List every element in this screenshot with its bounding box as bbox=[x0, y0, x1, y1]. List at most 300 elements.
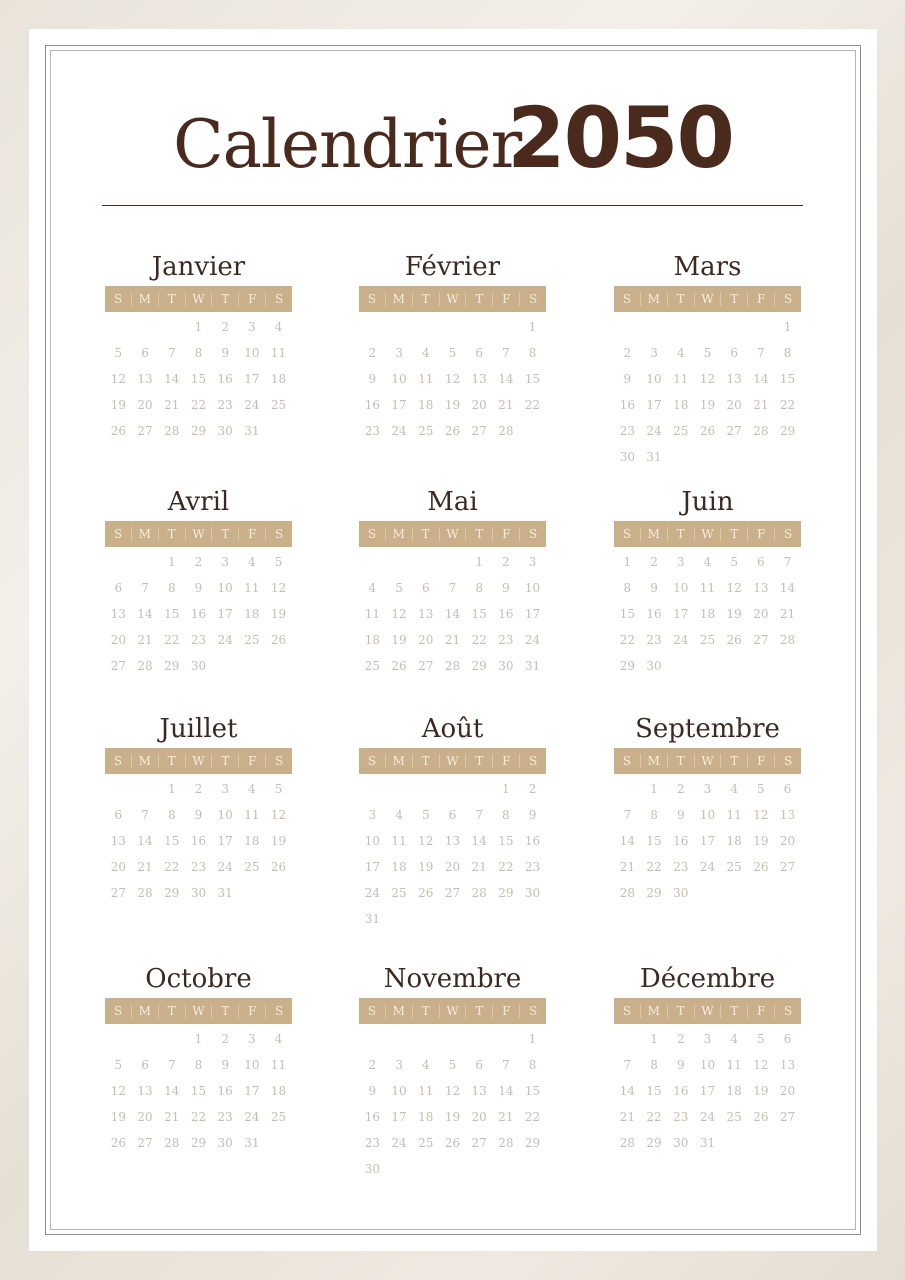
day-cell: 10 bbox=[524, 581, 541, 595]
day-cell: 12 bbox=[753, 1058, 769, 1072]
day-cell: 21 bbox=[164, 1110, 180, 1124]
day-empty bbox=[667, 314, 694, 340]
day-cell: 8 bbox=[528, 1058, 537, 1072]
day-cell: 22 bbox=[190, 1110, 207, 1124]
day-cell: 4 bbox=[274, 1032, 283, 1046]
month-6 bbox=[614, 486, 801, 679]
day-cell: 9 bbox=[650, 581, 658, 595]
day-cell: 4 bbox=[368, 581, 377, 595]
day-cell: 19 bbox=[726, 607, 742, 621]
day-cell: 25 bbox=[726, 1110, 742, 1124]
day-cell: 26 bbox=[444, 424, 461, 438]
day-cell: 14 bbox=[619, 834, 635, 848]
day-cell: 13 bbox=[726, 372, 742, 386]
day-cell: 3 bbox=[703, 782, 712, 796]
day-cell: 16 bbox=[524, 834, 541, 848]
day-cell: 16 bbox=[217, 1084, 233, 1098]
day-cell: 28 bbox=[164, 1136, 180, 1150]
day-cell: 23 bbox=[673, 860, 689, 874]
day-cell: 16 bbox=[673, 1084, 689, 1098]
day-cell: 2 bbox=[194, 782, 203, 796]
day-empty bbox=[359, 314, 386, 340]
weekday-label: W bbox=[694, 1004, 721, 1018]
day-cell: 14 bbox=[137, 834, 153, 848]
day-cell: 23 bbox=[364, 1136, 380, 1150]
day-cell: 11 bbox=[391, 834, 407, 848]
day-cell: 18 bbox=[673, 398, 689, 412]
day-cell: 17 bbox=[217, 607, 233, 621]
day-cell: 27 bbox=[137, 424, 153, 438]
day-cell: 3 bbox=[395, 346, 403, 360]
weekday-label: T bbox=[211, 527, 238, 541]
day-cell: 26 bbox=[699, 424, 716, 438]
day-cell: 5 bbox=[274, 782, 283, 796]
day-cell: 5 bbox=[703, 346, 712, 360]
day-cell: 14 bbox=[498, 1084, 514, 1098]
weekday-label: M bbox=[640, 754, 667, 768]
day-cell: 1 bbox=[783, 320, 792, 334]
day-cell: 16 bbox=[217, 372, 233, 386]
day-cell: 3 bbox=[395, 1058, 403, 1072]
weekday-label: W bbox=[439, 754, 466, 768]
day-grid bbox=[105, 549, 292, 679]
day-cell: 22 bbox=[779, 398, 796, 412]
day-cell: 9 bbox=[194, 581, 203, 595]
day-cell: 8 bbox=[783, 346, 792, 360]
day-cell: 9 bbox=[623, 372, 632, 386]
weekday-label: S bbox=[113, 1004, 123, 1018]
day-cell: 29 bbox=[471, 659, 487, 673]
weekday-label: S bbox=[774, 754, 801, 768]
day-cell: 2 bbox=[623, 346, 632, 360]
day-cell: 7 bbox=[141, 808, 149, 822]
month-2 bbox=[359, 251, 546, 444]
day-cell: 7 bbox=[167, 346, 176, 360]
day-cell: 25 bbox=[418, 424, 434, 438]
weekday-label: T bbox=[720, 292, 747, 306]
weekday-label: T bbox=[158, 292, 185, 306]
weekday-label: T bbox=[720, 1004, 747, 1018]
day-cell: 13 bbox=[137, 1084, 153, 1098]
day-cell: 25 bbox=[244, 860, 260, 874]
day-cell: 12 bbox=[418, 834, 434, 848]
month-12 bbox=[614, 963, 801, 1156]
day-cell: 21 bbox=[137, 860, 153, 874]
day-cell: 16 bbox=[364, 1110, 380, 1124]
day-cell: 2 bbox=[221, 320, 229, 334]
day-cell: 14 bbox=[137, 607, 153, 621]
day-cell: 25 bbox=[699, 633, 716, 647]
day-cell: 26 bbox=[444, 1136, 461, 1150]
day-cell: 25 bbox=[673, 424, 689, 438]
day-cell: 18 bbox=[364, 633, 380, 647]
day-cell: 17 bbox=[244, 1084, 260, 1098]
month-name: Septembre bbox=[635, 714, 780, 744]
weekday-label: F bbox=[492, 527, 519, 541]
day-cell: 5 bbox=[730, 555, 738, 569]
day-cell: 24 bbox=[391, 424, 407, 438]
day-cell: 12 bbox=[270, 581, 287, 595]
weekday-label: T bbox=[158, 527, 185, 541]
title-word: Calendrier bbox=[173, 106, 522, 183]
day-cell: 26 bbox=[270, 633, 287, 647]
day-empty bbox=[614, 1026, 641, 1052]
day-cell: 6 bbox=[783, 782, 792, 796]
day-cell: 8 bbox=[475, 581, 483, 595]
day-cell: 24 bbox=[217, 633, 233, 647]
month-9 bbox=[614, 713, 801, 906]
day-cell: 19 bbox=[444, 398, 461, 412]
day-cell: 1 bbox=[167, 782, 176, 796]
month-10 bbox=[105, 963, 292, 1156]
weekday-label: M bbox=[385, 527, 412, 541]
weekday-label: T bbox=[667, 754, 694, 768]
day-empty bbox=[386, 776, 413, 802]
day-cell: 9 bbox=[368, 1084, 377, 1098]
day-cell: 5 bbox=[757, 1032, 765, 1046]
weekday-label: W bbox=[694, 292, 721, 306]
day-cell: 9 bbox=[528, 808, 537, 822]
weekday-label: W bbox=[185, 527, 212, 541]
month-4 bbox=[105, 486, 292, 679]
weekday-label: M bbox=[640, 1004, 667, 1018]
weekday-header bbox=[359, 521, 546, 547]
day-cell: 14 bbox=[471, 834, 487, 848]
weekday-label: M bbox=[131, 292, 158, 306]
day-empty bbox=[439, 549, 466, 575]
day-cell: 24 bbox=[699, 860, 716, 874]
day-cell: 7 bbox=[141, 581, 149, 595]
day-cell: 25 bbox=[391, 886, 407, 900]
day-cell: 25 bbox=[726, 860, 742, 874]
day-cell: 15 bbox=[619, 607, 635, 621]
day-cell: 12 bbox=[726, 581, 742, 595]
day-cell: 3 bbox=[703, 1032, 712, 1046]
weekday-header bbox=[105, 998, 292, 1024]
day-grid bbox=[105, 1026, 292, 1156]
weekday-label: S bbox=[265, 754, 292, 768]
day-cell: 19 bbox=[699, 398, 716, 412]
day-empty bbox=[105, 314, 132, 340]
day-cell: 2 bbox=[676, 782, 685, 796]
weekday-label: S bbox=[367, 1004, 377, 1018]
day-cell: 19 bbox=[110, 1110, 126, 1124]
day-empty bbox=[439, 1026, 466, 1052]
day-grid bbox=[359, 1026, 546, 1182]
day-cell: 31 bbox=[699, 1136, 716, 1150]
day-cell: 22 bbox=[524, 398, 541, 412]
day-empty bbox=[614, 776, 641, 802]
day-cell: 10 bbox=[391, 1084, 407, 1098]
day-cell: 19 bbox=[110, 398, 126, 412]
weekday-label: M bbox=[640, 527, 667, 541]
day-cell: 31 bbox=[646, 450, 662, 464]
day-cell: 13 bbox=[779, 808, 796, 822]
weekday-label: T bbox=[211, 754, 238, 768]
day-cell: 23 bbox=[673, 1110, 689, 1124]
day-cell: 1 bbox=[623, 555, 632, 569]
weekday-header bbox=[614, 998, 801, 1024]
day-cell: 14 bbox=[164, 1084, 180, 1098]
day-empty bbox=[386, 314, 413, 340]
day-grid bbox=[614, 776, 801, 906]
weekday-label: T bbox=[667, 527, 694, 541]
weekday-label: T bbox=[667, 1004, 694, 1018]
day-cell: 26 bbox=[726, 633, 742, 647]
day-cell: 16 bbox=[190, 834, 207, 848]
day-cell: 16 bbox=[498, 607, 514, 621]
day-cell: 8 bbox=[650, 1058, 658, 1072]
day-cell: 28 bbox=[498, 1136, 514, 1150]
day-cell: 20 bbox=[110, 633, 126, 647]
weekday-label: T bbox=[667, 292, 694, 306]
day-cell: 24 bbox=[646, 424, 662, 438]
day-cell: 17 bbox=[217, 834, 233, 848]
weekday-label: M bbox=[131, 1004, 158, 1018]
day-cell: 4 bbox=[730, 782, 738, 796]
weekday-label: S bbox=[113, 292, 123, 306]
day-grid bbox=[105, 776, 292, 906]
day-cell: 21 bbox=[444, 633, 461, 647]
day-cell: 10 bbox=[217, 808, 233, 822]
day-cell: 22 bbox=[498, 860, 514, 874]
day-cell: 5 bbox=[421, 808, 430, 822]
month-name: Mars bbox=[673, 252, 742, 282]
day-cell: 5 bbox=[448, 1058, 457, 1072]
weekday-label: T bbox=[412, 1004, 439, 1018]
day-cell: 30 bbox=[673, 1136, 689, 1150]
day-cell: 15 bbox=[164, 834, 180, 848]
day-cell: 28 bbox=[619, 1136, 635, 1150]
day-cell: 19 bbox=[418, 860, 434, 874]
month-name: Août bbox=[421, 714, 484, 744]
day-cell: 9 bbox=[221, 346, 229, 360]
day-cell: 25 bbox=[270, 1110, 287, 1124]
weekday-label: S bbox=[519, 292, 546, 306]
day-cell: 23 bbox=[217, 398, 233, 412]
day-cell: 19 bbox=[753, 834, 769, 848]
day-cell: 1 bbox=[194, 320, 203, 334]
weekday-label: S bbox=[519, 527, 546, 541]
day-cell: 10 bbox=[699, 808, 716, 822]
day-cell: 5 bbox=[274, 555, 283, 569]
day-cell: 21 bbox=[164, 398, 180, 412]
weekday-label: W bbox=[439, 292, 466, 306]
day-cell: 3 bbox=[676, 555, 685, 569]
weekday-label: F bbox=[747, 527, 774, 541]
weekday-label: S bbox=[622, 527, 632, 541]
day-cell: 10 bbox=[673, 581, 689, 595]
day-cell: 22 bbox=[646, 860, 662, 874]
day-cell: 3 bbox=[368, 808, 377, 822]
weekday-header bbox=[614, 748, 801, 774]
day-cell: 13 bbox=[110, 834, 126, 848]
day-cell: 21 bbox=[619, 1110, 635, 1124]
day-cell: 4 bbox=[421, 346, 430, 360]
weekday-label: F bbox=[492, 754, 519, 768]
day-cell: 2 bbox=[528, 782, 537, 796]
day-cell: 26 bbox=[753, 860, 769, 874]
day-cell: 2 bbox=[368, 346, 377, 360]
weekday-label: S bbox=[367, 292, 377, 306]
weekday-label: W bbox=[439, 527, 466, 541]
day-cell: 9 bbox=[676, 808, 685, 822]
day-cell: 31 bbox=[524, 659, 541, 673]
day-empty bbox=[359, 549, 386, 575]
day-cell: 1 bbox=[167, 555, 176, 569]
day-cell: 28 bbox=[137, 886, 153, 900]
day-cell: 24 bbox=[244, 1110, 260, 1124]
day-grid bbox=[614, 549, 801, 679]
day-cell: 22 bbox=[524, 1110, 541, 1124]
weekday-label: M bbox=[131, 754, 158, 768]
day-cell: 28 bbox=[753, 424, 769, 438]
day-cell: 7 bbox=[448, 581, 457, 595]
day-cell: 30 bbox=[190, 659, 207, 673]
day-cell: 11 bbox=[270, 1058, 287, 1072]
month-name: Octobre bbox=[145, 964, 252, 994]
weekday-label: F bbox=[492, 1004, 519, 1018]
day-cell: 25 bbox=[418, 1136, 434, 1150]
day-cell: 24 bbox=[524, 633, 541, 647]
day-cell: 25 bbox=[244, 633, 260, 647]
weekday-header bbox=[359, 998, 546, 1024]
weekday-label: S bbox=[774, 292, 801, 306]
day-cell: 15 bbox=[646, 834, 662, 848]
day-cell: 17 bbox=[391, 1110, 407, 1124]
day-cell: 20 bbox=[418, 633, 434, 647]
day-cell: 10 bbox=[217, 581, 233, 595]
day-cell: 29 bbox=[646, 886, 662, 900]
day-cell: 18 bbox=[726, 834, 742, 848]
day-empty bbox=[439, 314, 466, 340]
weekday-label: W bbox=[694, 527, 721, 541]
day-cell: 18 bbox=[270, 1084, 287, 1098]
day-cell: 11 bbox=[244, 581, 260, 595]
day-cell: 1 bbox=[528, 320, 537, 334]
day-cell: 4 bbox=[274, 320, 283, 334]
month-7 bbox=[105, 713, 292, 906]
day-cell: 30 bbox=[524, 886, 541, 900]
month-name: Janvier bbox=[151, 252, 246, 282]
weekday-label: M bbox=[385, 292, 412, 306]
day-cell: 10 bbox=[364, 834, 380, 848]
day-empty bbox=[105, 549, 132, 575]
day-cell: 2 bbox=[194, 555, 203, 569]
day-cell: 20 bbox=[471, 1110, 487, 1124]
day-cell: 24 bbox=[217, 860, 233, 874]
day-cell: 13 bbox=[471, 1084, 487, 1098]
day-cell: 10 bbox=[699, 1058, 716, 1072]
weekday-label: T bbox=[412, 292, 439, 306]
day-cell: 2 bbox=[368, 1058, 377, 1072]
day-cell: 26 bbox=[418, 886, 434, 900]
day-cell: 10 bbox=[244, 1058, 260, 1072]
day-cell: 1 bbox=[475, 555, 483, 569]
day-cell: 26 bbox=[110, 1136, 126, 1150]
months-grid bbox=[29, 29, 877, 1251]
day-empty bbox=[412, 549, 439, 575]
day-cell: 14 bbox=[498, 372, 514, 386]
day-cell: 29 bbox=[619, 659, 635, 673]
day-cell: 18 bbox=[418, 398, 434, 412]
day-cell: 15 bbox=[471, 607, 487, 621]
day-cell: 21 bbox=[498, 398, 514, 412]
day-cell: 20 bbox=[110, 860, 126, 874]
day-cell: 5 bbox=[448, 346, 457, 360]
day-cell: 21 bbox=[753, 398, 769, 412]
day-cell: 28 bbox=[498, 424, 514, 438]
day-cell: 13 bbox=[444, 834, 461, 848]
day-empty bbox=[386, 549, 413, 575]
weekday-label: S bbox=[622, 292, 632, 306]
weekday-label: T bbox=[465, 292, 492, 306]
day-cell: 12 bbox=[444, 1084, 461, 1098]
day-cell: 14 bbox=[779, 581, 796, 595]
weekday-label: S bbox=[519, 754, 546, 768]
day-cell: 7 bbox=[167, 1058, 176, 1072]
day-cell: 27 bbox=[753, 633, 769, 647]
day-grid bbox=[614, 314, 801, 470]
day-cell: 8 bbox=[502, 808, 510, 822]
weekday-label: S bbox=[367, 754, 377, 768]
day-cell: 24 bbox=[673, 633, 689, 647]
weekday-header bbox=[614, 521, 801, 547]
day-cell: 22 bbox=[164, 860, 180, 874]
month-11 bbox=[359, 963, 546, 1182]
day-cell: 27 bbox=[779, 860, 796, 874]
day-cell: 31 bbox=[364, 912, 380, 926]
day-empty bbox=[132, 549, 159, 575]
weekday-label: S bbox=[113, 754, 123, 768]
day-empty bbox=[359, 1026, 386, 1052]
day-empty bbox=[721, 314, 748, 340]
day-cell: 23 bbox=[619, 424, 635, 438]
day-cell: 29 bbox=[779, 424, 796, 438]
day-cell: 29 bbox=[164, 659, 180, 673]
day-cell: 27 bbox=[137, 1136, 153, 1150]
day-cell: 8 bbox=[623, 581, 632, 595]
day-cell: 30 bbox=[364, 1162, 380, 1176]
weekday-label: F bbox=[747, 1004, 774, 1018]
day-empty bbox=[359, 776, 386, 802]
day-cell: 21 bbox=[498, 1110, 514, 1124]
day-cell: 9 bbox=[676, 1058, 685, 1072]
day-cell: 11 bbox=[418, 1084, 434, 1098]
day-cell: 13 bbox=[110, 607, 126, 621]
day-empty bbox=[493, 1026, 520, 1052]
day-cell: 13 bbox=[753, 581, 769, 595]
day-cell: 6 bbox=[421, 581, 430, 595]
day-empty bbox=[466, 776, 493, 802]
day-cell: 23 bbox=[217, 1110, 233, 1124]
day-cell: 11 bbox=[726, 808, 742, 822]
day-cell: 1 bbox=[528, 1032, 537, 1046]
day-cell: 22 bbox=[646, 1110, 662, 1124]
day-cell: 26 bbox=[110, 424, 126, 438]
day-cell: 30 bbox=[190, 886, 207, 900]
day-cell: 20 bbox=[444, 860, 461, 874]
day-cell: 12 bbox=[753, 808, 769, 822]
month-name: Avril bbox=[167, 487, 230, 517]
month-8 bbox=[359, 713, 546, 932]
weekday-label: T bbox=[465, 1004, 492, 1018]
day-cell: 13 bbox=[418, 607, 434, 621]
day-cell: 23 bbox=[190, 633, 207, 647]
day-cell: 8 bbox=[167, 808, 176, 822]
month-name: Juillet bbox=[159, 714, 238, 744]
day-cell: 24 bbox=[364, 886, 380, 900]
